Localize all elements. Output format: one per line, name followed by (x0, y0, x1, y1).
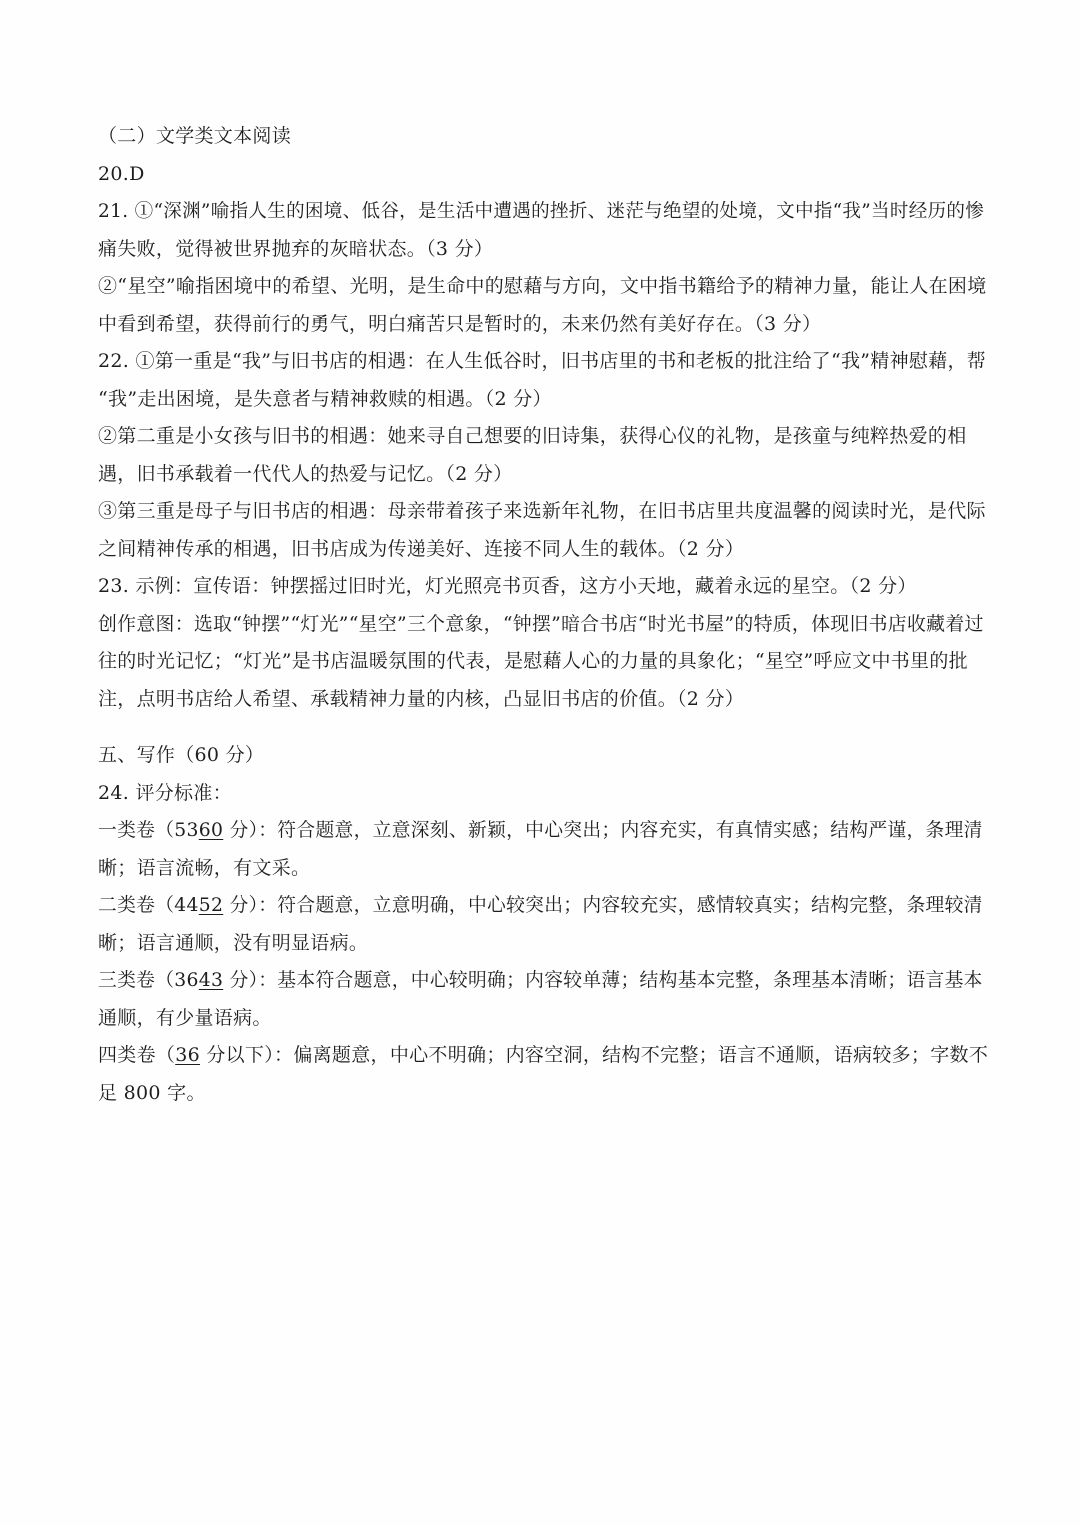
answer-21-point-1-line-1: 21. ①“深渊”喻指人生的困境、低谷，是生活中遭遇的挫折、迷茫与绝望的处境，文中指“我”当时经历的惨 (98, 201, 985, 222)
grade-3-underlined-score: 43 (198, 970, 224, 991)
grade-4-line-1 (98, 1037, 988, 1075)
answer-23-intent-line-2: 往的时光记忆；“灯光”是书店温暖氛围的代表，是慰藉人心的力量的具象化；“星空”呼应文中书里的批 (98, 650, 968, 672)
grade-3-line-1 (98, 962, 988, 1000)
answer-20: 20.D (98, 162, 145, 185)
grade-1-line-1 (98, 812, 988, 850)
grade-3-prefix: 三类卷（36 (98, 970, 199, 991)
grade-4-prefix: 四类卷（ (98, 1044, 176, 1066)
grade-2-line-1 (98, 887, 988, 925)
answer-21-point-1-line-2: 痛失败，觉得被世界抛弃的灰暗状态。（3 分） (98, 237, 494, 260)
answer-22-point-2-line-1: ②第二重是小女孩与旧书的相遇：她来寻自己想要的旧诗集，获得心仪的礼物，是孩童与纯粹热爱的相 (98, 425, 967, 447)
answer-22-point-3-line-1: ③第三重是母子与旧书店的相遇：母亲带着孩子来选新年礼物，在旧书店里共度温馨的阅读时光，是代际 (98, 500, 986, 522)
grade-4-criteria: 分以下）：偏离题意，中心不明确；内容空洞，结构不完整；语言不通顺，语病较多；字数不 (199, 1044, 989, 1066)
grade-1-underlined-score: 60 (198, 820, 224, 841)
answer-23-intent-line-1: 创作意图：选取“钟摆”“灯光”“星空”三个意象，“钟摆”暗合书店“时光书屋”的特质，体现旧书店收藏着过 (98, 612, 984, 635)
answer-23-example: 23. 示例：宣传语：钟摆摇过旧时光，灯光照亮书页香，这方小天地，藏着永远的星空。（2 分） (98, 575, 917, 597)
section-spacer (98, 718, 988, 737)
grade-2-criteria: 分）：符合题意，立意明确，中心较突出；内容较充实，感情较真实；结构完整，条理较清 (223, 895, 983, 916)
answer-23-intent-line-3: 注，点明书店给人希望、承载精神力量的内核，凸显旧书店的价值。（2 分） (98, 687, 745, 710)
grade-2-prefix: 二类卷（44 (98, 895, 199, 916)
answer-22-point-1-line-1: 22. ①第一重是“我”与旧书店的相遇：在人生低谷时，旧书店里的书和老板的批注给了“我”精神慰藉，帮 (98, 350, 987, 372)
section-heading-writing: 五、写作（60 分） (98, 744, 265, 766)
answer-24-title: 24. 评分标准： (98, 781, 232, 804)
section-heading-literary: （二）文学类文本阅读 (98, 125, 292, 147)
answer-22-point-3-line-2: 之间精神传承的相遇，旧书店成为传递美好、连接不同人生的载体。（2 分） (98, 537, 745, 560)
grade-1-line-2: 晰；语言流畅，有文采。 (98, 856, 311, 879)
grade-4-line-2: 足 800 字。 (98, 1081, 206, 1104)
grade-1-prefix: 一类卷（53 (98, 820, 199, 841)
answer-22-point-1-line-2: “我”走出困境，是失意者与精神救赎的相遇。（2 分） (98, 387, 552, 410)
grade-3-line-2: 通顺，有少量语病。 (98, 1006, 272, 1029)
grade-1-criteria: 分）：符合题意，立意深刻、新颖，中心突出；内容充实，有真情实感；结构严谨，条理清 (223, 820, 983, 841)
grade-3-criteria: 分）：基本符合题意，中心较明确；内容较单薄；结构基本完整，条理基本清晰；语言基本 (223, 970, 983, 991)
grade-4-underlined-score: 36 (175, 1044, 200, 1066)
page-content (98, 118, 988, 1112)
grade-2-line-2: 晰；语言通顺，没有明显语病。 (98, 931, 369, 954)
answer-21-point-2-line-1: ②“星空”喻指困境中的希望、光明，是生命中的慰藉与方向，文中指书籍给予的精神力量，能让人在困境 (98, 275, 987, 297)
answer-22-point-2-line-2: 遇，旧书承载着一代代人的热爱与记忆。（2 分） (98, 462, 513, 485)
answer-21-point-2-line-2: 中看到希望，获得前行的勇气，明白痛苦只是暂时的，未来仍然有美好存在。（3 分） (98, 312, 822, 335)
grade-2-underlined-score: 52 (198, 895, 224, 916)
